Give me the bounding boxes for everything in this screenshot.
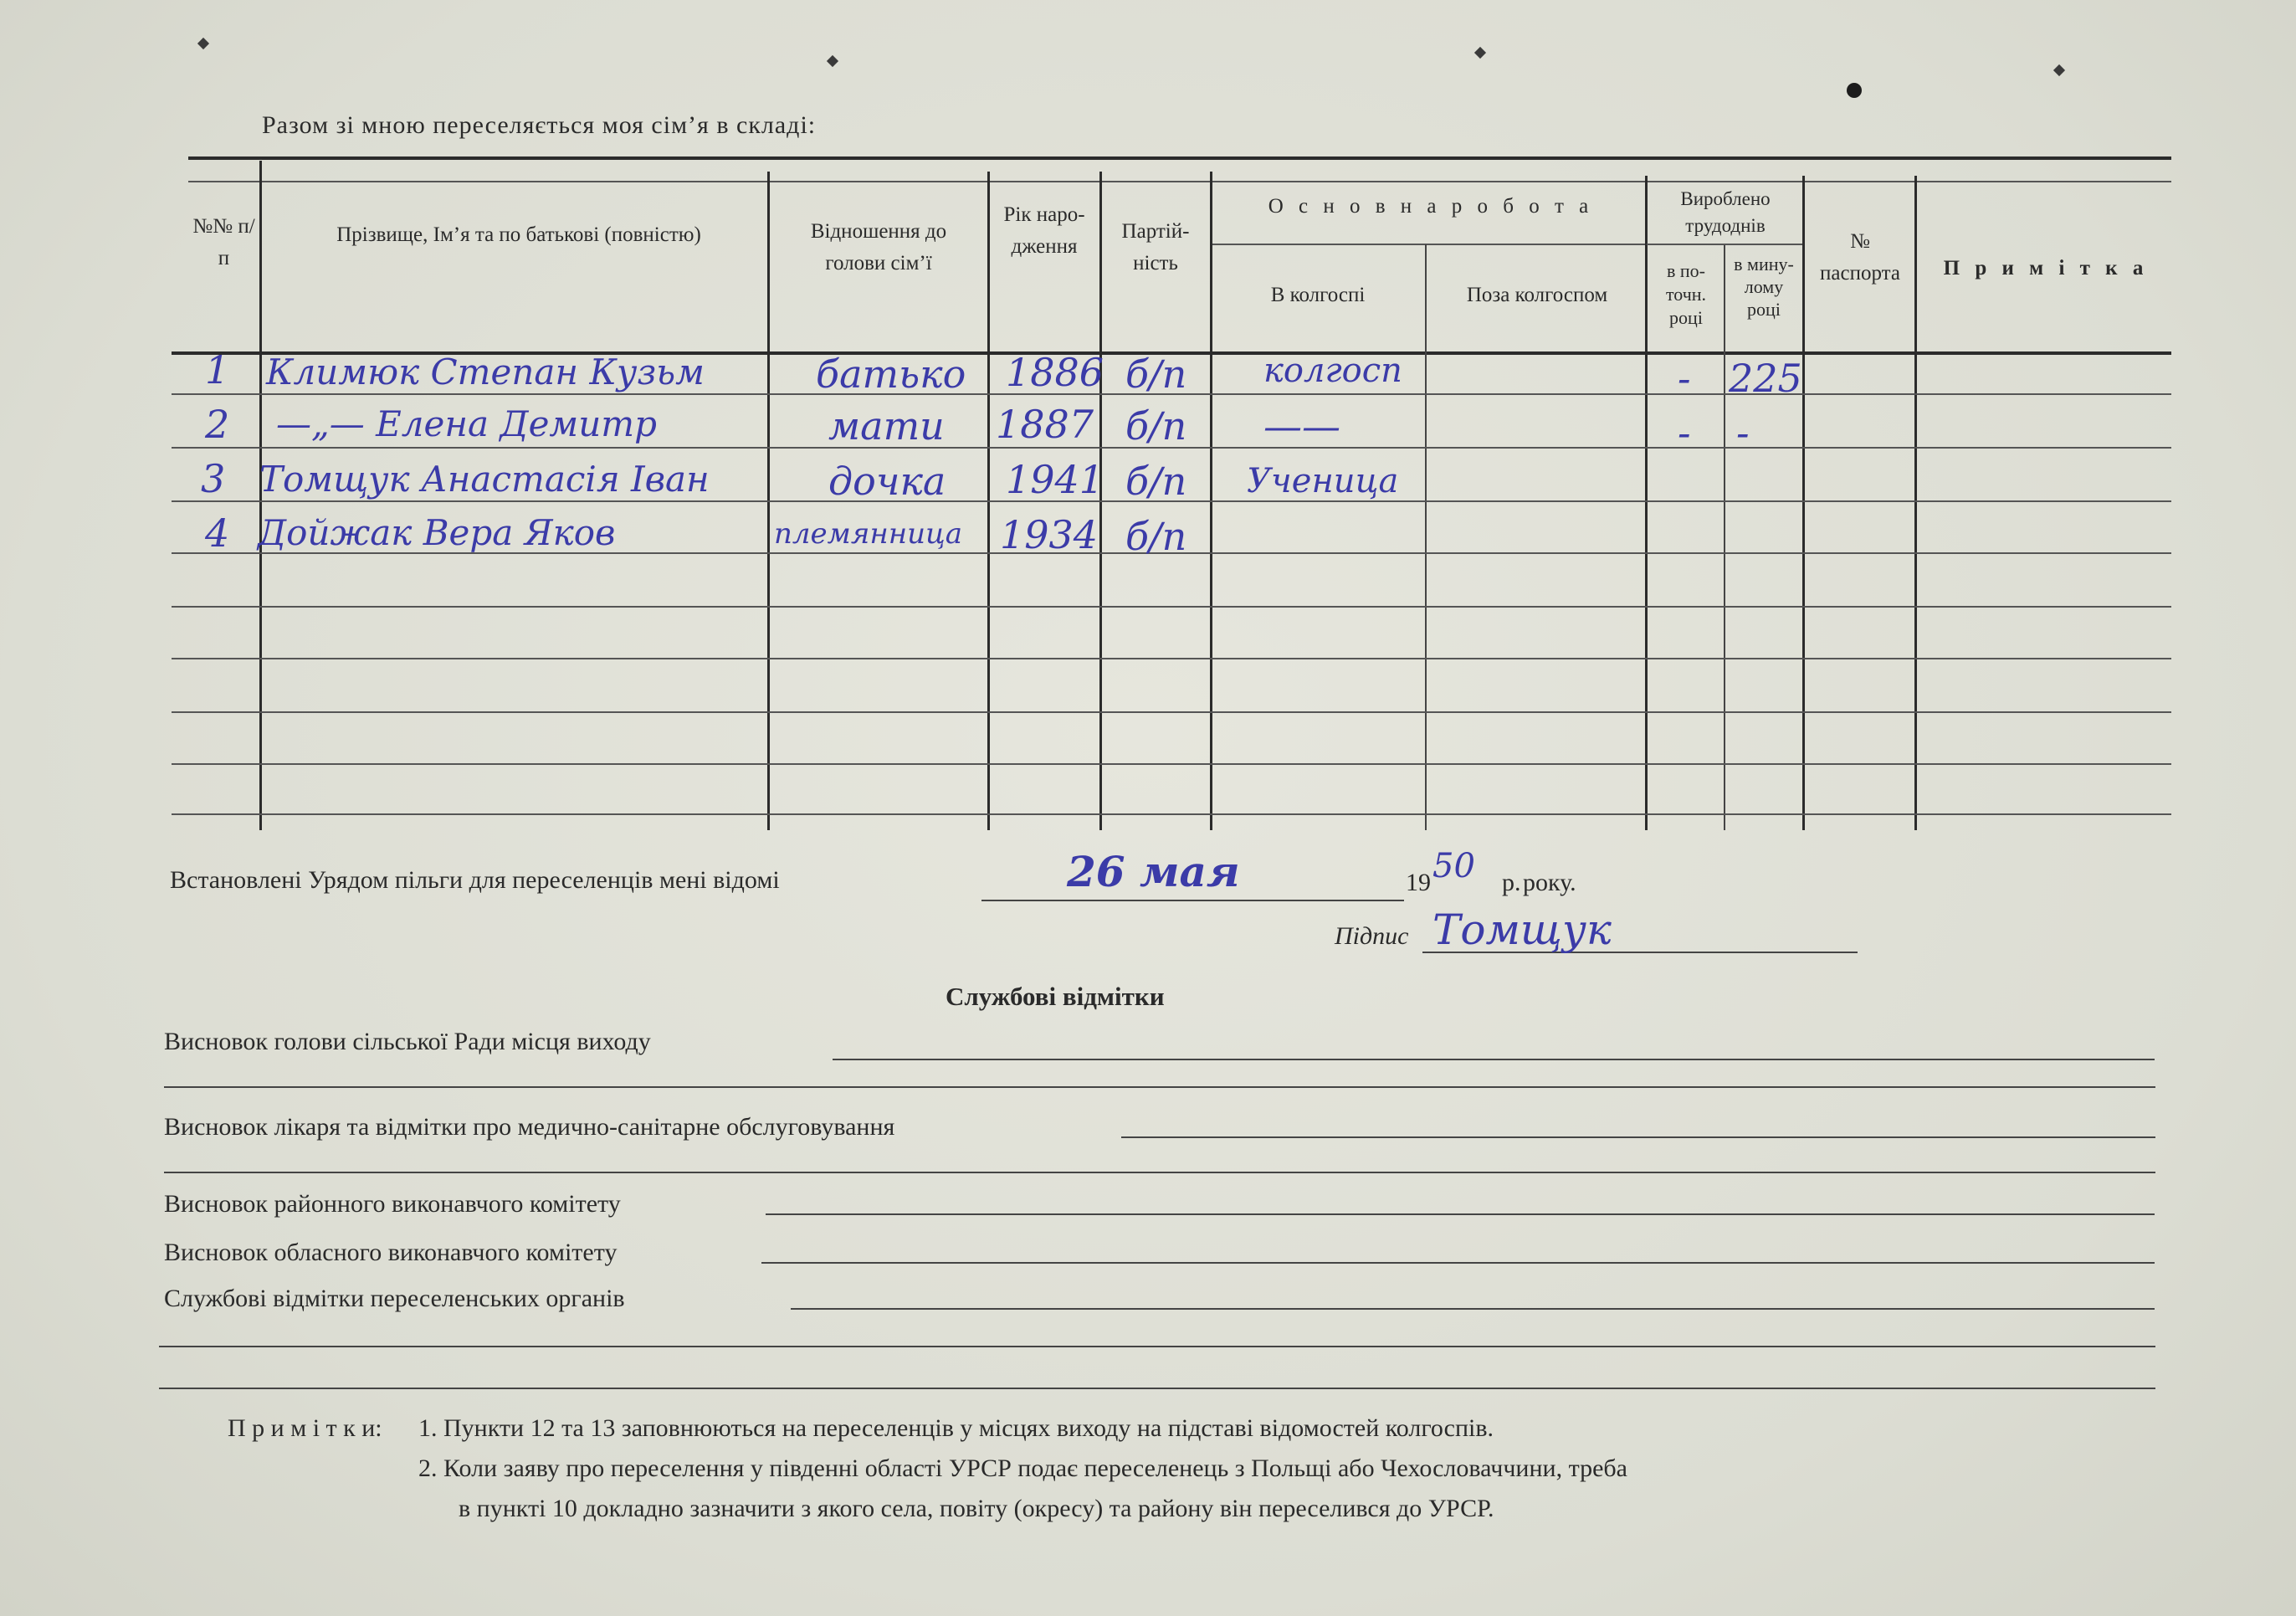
row-party: б/п — [1125, 459, 1187, 504]
row-year: 1887 — [996, 402, 1094, 447]
row-name: —„— Елена Демитр — [276, 403, 658, 444]
workdays-subheader-line — [1647, 244, 1802, 245]
benefits-date: 26 мая — [1067, 847, 1240, 896]
service-line — [791, 1308, 2155, 1310]
service-item-region: Висновок обласного виконавчого комітету — [164, 1239, 618, 1266]
table-row-line — [172, 813, 2171, 815]
service-item-district: Висновок районного виконавчого комітету — [164, 1190, 621, 1218]
table-top-border-inner — [188, 181, 2171, 182]
col-divider — [1425, 244, 1427, 830]
header-workdays-current: в по- точн. році — [1665, 260, 1707, 328]
col-divider — [1914, 176, 1917, 830]
work-subheader-line — [1212, 244, 1645, 245]
punch-hole — [1847, 83, 1862, 98]
table-row-line — [172, 606, 2171, 608]
service-line — [1121, 1136, 2155, 1138]
row-name: Климюк Степан Кузьм — [266, 351, 705, 392]
row-num: 3 — [201, 456, 226, 501]
pin-mark — [197, 38, 209, 49]
header-work: О с н о в н а р о б о т а — [1268, 195, 1594, 218]
service-line — [159, 1346, 2155, 1347]
table-row-line — [172, 658, 2171, 659]
header-name: Прізвище, Ім’я та по батькові (повністю) — [336, 223, 701, 246]
col-divider — [1724, 244, 1725, 830]
row-relation: племянница — [774, 517, 963, 551]
benefits-year-prefix: 19 — [1406, 869, 1431, 896]
service-line — [766, 1213, 2155, 1215]
row-num: 4 — [205, 510, 230, 556]
row-kolkhoz: —— — [1263, 403, 1340, 449]
table-top-border — [188, 156, 2171, 160]
header-work-kolkhoz: В колгоспі — [1270, 284, 1366, 306]
service-item-doctor: Висновок лікаря та відмітки про медично-санітарне обслуговування — [164, 1113, 895, 1141]
benefits-underline — [981, 900, 1404, 901]
row-relation: батько — [816, 351, 966, 397]
col-divider — [1802, 176, 1805, 830]
service-line — [159, 1388, 2155, 1389]
header-num: №№ п/п — [192, 215, 255, 269]
note-2-line2: в пункті 10 докладно зазначити з якого села, повіту (окресу) та району він переселився до УРСР. — [459, 1495, 1494, 1522]
signature-value: Томщук — [1432, 905, 1612, 954]
service-line — [164, 1086, 2155, 1088]
note-1: 1. Пункти 12 та 13 заповнюються на переселенців у місцях виходу на підставі відомостей колгоспів. — [418, 1414, 1494, 1442]
header-workdays-past: в мину- лому році — [1734, 254, 1794, 320]
pin-mark — [827, 55, 838, 67]
header-note: П р и м і т к а — [1943, 257, 2149, 280]
pin-mark — [1474, 47, 1486, 59]
row-year: 1941 — [1006, 457, 1104, 502]
row-relation: дочка — [828, 459, 946, 504]
service-item-village-council: Висновок голови сільської Ради місця виходу — [164, 1028, 651, 1055]
row-kolkhoz: Ученица — [1247, 462, 1399, 500]
row-current: - — [1678, 356, 1691, 401]
benefits-suffix: року. — [1523, 869, 1576, 896]
service-title: Службові відмітки — [946, 982, 1165, 1011]
row-kolkhoz: колгосп — [1263, 351, 1402, 390]
table-row-line — [172, 711, 2171, 713]
header-relation: Відношення до голови сім’ї — [810, 220, 947, 274]
row-num: 2 — [205, 402, 230, 447]
col-divider — [1645, 176, 1648, 830]
header-work-outside: Поза колгоспом — [1466, 284, 1608, 306]
note-2-line1: 2. Коли заяву про переселення у південні області УРСР подає переселенець з Польщі або Чехословаччини, треба — [418, 1454, 1627, 1482]
row-relation: мати — [828, 403, 945, 449]
service-line — [164, 1172, 2155, 1173]
header-year: Рік наро- дження — [1003, 203, 1085, 258]
row-past: 225 — [1729, 356, 1802, 401]
benefits-year-suffix: р. — [1502, 869, 1521, 896]
row-party: б/п — [1125, 514, 1187, 559]
signature-label: Підпис — [1335, 922, 1409, 950]
service-line — [833, 1059, 2155, 1060]
row-year: 1886 — [1006, 350, 1104, 395]
row-past: - — [1736, 410, 1750, 455]
row-current: - — [1678, 410, 1691, 455]
row-name: Томщук Анастасія Іван — [259, 459, 710, 500]
header-workdays: Вироблено трудоднів — [1680, 188, 1771, 236]
service-line — [761, 1262, 2155, 1264]
notes-label: П р и м і т к и: — [228, 1414, 382, 1442]
header-party: Партій- ність — [1121, 220, 1190, 274]
pin-mark — [2053, 64, 2065, 76]
row-num: 1 — [205, 347, 230, 392]
row-party: б/п — [1125, 351, 1187, 397]
service-item-resettlement: Службові відмітки переселенських органів — [164, 1285, 625, 1312]
row-party: б/п — [1125, 403, 1187, 449]
table-row-line — [172, 763, 2171, 765]
row-name: Дойжак Вера Яков — [258, 512, 616, 553]
row-year: 1934 — [1000, 512, 1099, 557]
benefits-year: 50 — [1432, 847, 1475, 885]
benefits-label: Встановлені Урядом пільги для переселенців мені відомі — [170, 866, 780, 894]
header-passport: № паспорта — [1820, 230, 1900, 285]
intro-text: Разом зі мною переселяється моя сім’я в складі: — [262, 111, 817, 139]
